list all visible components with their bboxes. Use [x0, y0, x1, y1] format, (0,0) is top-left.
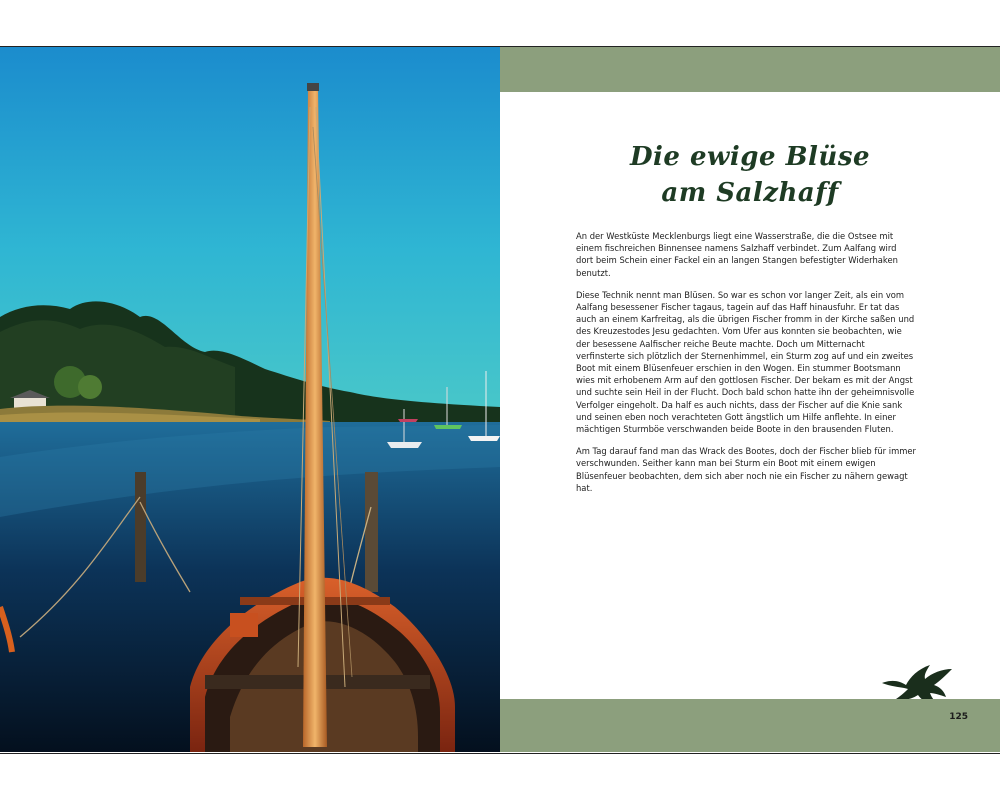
- story-title: [500, 139, 1000, 211]
- page-number: 125: [949, 712, 968, 722]
- harbor-photo: [0, 47, 500, 752]
- bottom-color-band: [500, 699, 1000, 752]
- paragraph-2: Diese Technik nennt man Blüsen. So war es schon vor langer Zeit, als ein vom Aalfang besessener Fischer tagaus, tagein auf das Haff hinausfuhr. Er tat das auch an einem Karfreitag, als die übrigen Fischer fromm in der Kirche saßen und des Kreuzestodes Jesu gedachten. Vom Ufer aus konnten sie beobachten, wie der besessene Aalfischer reiche Beute machte. Doch um Mitternacht verfinsterte sich plötzlich der Sternenhimmel, ein Sturm zog auf und ein zweites Boot mit einem Blüsenfeuer erschien in den Wogen. Ein stummer Bootsmann wies mit erhobenem Arm auf den gottlosen Fischer. Der bekam es mit der Angst und suchte sein Heil in der Flucht. Doch bald schon hatte ihn der geheimnisvolle Verfolger eingeholt. Da half es auch nichts, dass der Fischer auf die Knie sank und seinen eben noch verachteten Gott ängstlich um Hilfe anflehte. In einer mächtigen Sturmböe verschwanden beide Boote in den brausenden Fluten.: [576, 289, 915, 435]
- photo-page: [0, 47, 500, 752]
- story-body: [576, 230, 916, 504]
- title-line-1: Die ewige Blüse: [629, 142, 871, 172]
- top-color-band: [500, 47, 1000, 92]
- title-line-2: am Salzhaff: [661, 178, 839, 208]
- paragraph-3: Am Tag darauf fand man das Wrack des Bootes, doch der Fischer blieb für immer verschwunden. Seither kann man bei Sturm ein Boot mit einem ewigen Blüsenfeuer beobachten, dem sich aber noch nie ein Fischer zu nähern gewagt hat.: [576, 446, 916, 493]
- paragraph-1: An der Westküste Mecklenburgs liegt eine Wasserstraße, die die Ostsee mit einem fischreichen Binnensee namens Salzhaff verbindet. Zum Aalfang wird dort beim Schein einer Fackel ein an langen Stangen befestigter Widerhaken benutzt.: [576, 231, 898, 278]
- book-spread: [0, 46, 1000, 754]
- text-page: [500, 47, 1000, 752]
